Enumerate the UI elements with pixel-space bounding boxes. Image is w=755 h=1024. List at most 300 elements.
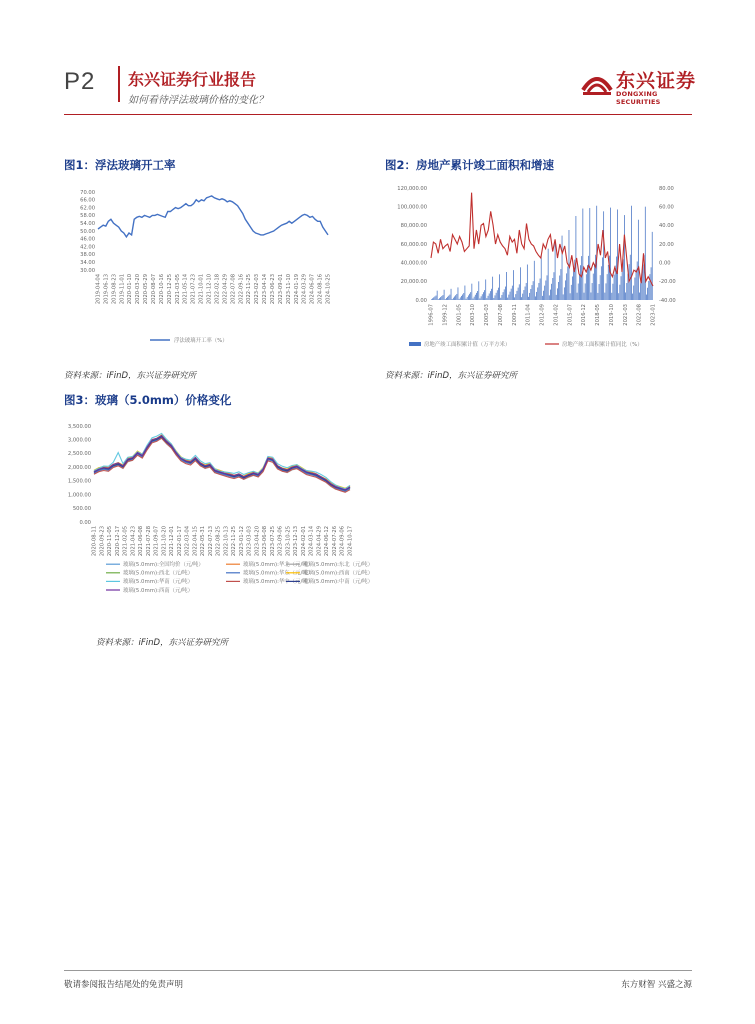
x-tick-label: 2005-03 [484,304,490,326]
y-tick-label: 3,000.00 [67,437,91,444]
bar [638,220,639,300]
logo-mark-icon [580,66,614,100]
bar [534,261,535,300]
x-tick-label: 2022-09-16 [238,274,245,305]
bar [647,288,648,300]
x-tick-label: 2022-02-18 [214,274,221,305]
bar [521,297,522,300]
x-tick-label: 2022-05-31 [200,526,207,557]
y-left-tick-label: 100,000.00 [397,204,427,211]
x-tick-label: 2024-07-26 [331,526,338,557]
bar [607,274,608,300]
x-tick-label: 2020-10-16 [158,274,165,305]
x-tick-label: 2023-06-23 [269,274,276,305]
bar [500,298,501,300]
bar [548,249,549,300]
price-series-line [94,436,350,488]
x-tick-label: 2022-03-04 [184,526,191,557]
x-tick-label: 2023-12-13 [293,526,300,557]
bar [490,291,491,300]
bar [444,290,445,300]
bar [577,293,578,300]
price-series-line [94,437,350,490]
bar [525,287,526,300]
x-tick-label: 2023-03-03 [246,526,253,557]
x-tick-label: 2023-04-14 [262,274,269,305]
bar [508,295,509,300]
bar [650,274,651,300]
bar [507,298,508,300]
x-tick-label: 2021-12-10 [206,274,213,305]
y-tick-label: 70.00 [80,189,95,196]
series-line [98,196,328,237]
x-tick-label: 2020-03-20 [135,274,142,305]
figure-3-source: 资料来源：iFinD，东兴证券研究所 [96,638,229,648]
x-tick-label: 2021-06-08 [138,526,145,557]
x-tick-label: 2023-02-03 [254,274,261,305]
bar [458,287,459,300]
bar [468,295,469,300]
bar [598,293,599,300]
bar [593,274,594,300]
bar [533,281,534,300]
x-tick-label: 2022-08-25 [215,526,222,557]
x-tick-label: 2020-11-05 [107,526,114,557]
figure-1-chart [64,178,354,353]
bar [496,293,497,300]
bar [498,288,499,300]
bar [448,296,449,300]
price-series-line [94,437,350,491]
bar [514,297,515,300]
bar [474,297,475,300]
page-number: P2 [64,68,96,95]
y-tick-label: 50.00 [80,228,95,235]
x-tick-label: 2021-03 [622,304,629,326]
x-tick-label: 2021-07-23 [190,274,197,305]
bar [447,297,448,300]
bar [493,298,494,300]
bar [497,290,498,300]
bar [499,274,500,300]
report-title: 东兴证券行业报告 [128,70,257,89]
x-tick-label: 2021-04-23 [130,526,137,557]
y-right-tick-label: -20.00 [659,279,676,286]
bar [604,293,605,300]
bar [542,296,543,300]
bar [443,295,444,300]
y-tick-label: 30.00 [80,267,95,274]
x-tick-label: 2021-10-20 [161,526,168,557]
footer-rule [64,970,692,971]
x-tick-label: 2003-10 [470,304,477,326]
legend-label: 玻璃(5.0mm):西南（元/吨） [123,587,194,594]
bar [519,284,520,300]
figure-2-title: 图2：房地产累计竣工面积和增速 [385,158,554,172]
bar [555,242,556,300]
bar [530,289,531,300]
bar [565,280,566,300]
x-tick-label: 2012-09 [539,304,546,326]
bar [564,287,565,300]
bar [481,296,482,300]
bar [441,296,442,300]
bar [552,278,553,300]
x-tick-label: 2024-10-17 [347,526,354,557]
bar [543,291,544,300]
bar [532,285,533,300]
x-tick-label: 2009-11 [511,304,518,326]
bar [495,295,496,300]
bar [503,292,504,300]
y-left-tick-label: 40,000.00 [400,260,427,267]
bar [623,259,624,300]
x-tick-label: 2021-07-28 [145,526,152,557]
bar [557,288,558,300]
legend-label: 玻璃(5.0mm):华北（元/吨） [243,562,314,568]
bar [582,209,583,300]
x-tick-label: 2023-10-25 [285,526,292,557]
bar [640,283,641,300]
bar [469,294,470,300]
figure-3-title: 图3：玻璃（5.0mm）价格变化 [64,393,232,407]
bar [510,292,511,300]
bar [480,298,481,300]
growth-line [431,193,653,286]
legend-label: 玻璃(5.0mm):全国均价（元/吨） [123,562,204,568]
x-tick-label: 2024-02-01 [300,526,307,557]
x-tick-label: 2020-05-29 [143,274,150,305]
bar [505,287,506,300]
bar [541,255,542,300]
bar [476,293,477,300]
bar [524,290,525,300]
y-right-tick-label: 60.00 [659,204,674,211]
bar [446,298,447,300]
x-tick-label: 2021-02-05 [122,526,129,557]
header-rule [64,114,692,115]
x-tick-label: 2020-08-11 [91,526,98,557]
price-series-line [94,436,350,490]
y-tick-label: 42.00 [80,244,95,251]
x-tick-label: 2024-03-14 [308,526,315,557]
bar [438,299,439,300]
bar [455,295,456,300]
legend-label: 玻璃(5.0mm):西北（元/吨） [123,570,194,577]
bar [488,296,489,300]
bar [561,269,562,300]
bar [512,286,513,300]
bar [520,267,521,300]
x-tick-label: 2022-08 [636,304,643,326]
bar [594,264,595,300]
bar [461,296,462,300]
legend-label-bars: 房地产竣工面积累计值（万平方米） [424,342,511,348]
x-tick-label: 2023-07-25 [269,526,276,557]
x-tick-label: 2014-02 [553,304,560,326]
price-series-line [94,438,350,491]
bar [613,284,614,300]
bar [592,283,593,300]
bar [436,296,437,300]
x-tick-label: 2022-04-29 [222,274,229,305]
bar [588,256,589,300]
y-left-tick-label: 80,000.00 [400,223,427,230]
y-tick-label: 3,500.00 [67,423,91,430]
figure-2-source: 资料来源：iFinD，东兴证券研究所 [385,371,518,381]
y-tick-label: 54.00 [80,221,95,227]
bar [624,215,625,300]
y-left-tick-label: 60,000.00 [400,241,427,248]
bar [610,208,611,300]
bar [445,299,446,300]
bar [506,272,507,300]
bar [563,294,564,300]
x-tick-label: 2024-01-19 [293,274,300,305]
legend-label: 玻璃(5.0mm):华南（元/吨） [123,579,194,586]
bar [515,294,516,300]
bar [631,206,632,300]
x-tick-label: 2023-09-06 [277,526,284,557]
bar [648,281,649,300]
bar [478,281,479,300]
bar [558,282,559,300]
x-tick-label: 2023-04-20 [254,526,261,557]
bar [440,297,441,300]
bar [450,295,451,300]
bar [504,289,505,300]
bar [630,255,631,300]
bar [518,288,519,300]
figure-1-title: 图1：浮法玻璃开工率 [64,158,176,172]
x-tick-label: 2021-10-01 [198,274,205,305]
y-tick-label: 46.00 [80,236,95,243]
bar [536,292,537,300]
bar [487,298,488,300]
bar [463,293,464,300]
bar [603,211,604,300]
bar [573,268,574,300]
legend-swatch-bars [409,342,421,346]
y-tick-label: 38.00 [80,252,95,259]
bar [535,296,536,300]
bar [567,266,568,300]
x-tick-label: 2022-01-17 [176,526,183,557]
bar [559,276,560,300]
bar [547,275,548,300]
y-left-tick-label: 20,000.00 [400,279,427,286]
y-tick-label: 2,000.00 [67,464,91,471]
bar [456,294,457,300]
bar [616,257,617,300]
bar [600,275,601,300]
x-tick-label: 2024-09-06 [339,526,346,557]
bar [599,284,600,300]
bar [492,277,493,300]
bar [611,293,612,300]
bar [431,299,432,300]
x-tick-label: 2021-05-14 [182,274,189,305]
bar [550,290,551,300]
y-tick-label: 2,500.00 [67,451,91,458]
bar [437,291,438,300]
x-tick-label: 2020-12-25 [166,274,173,305]
bar [434,296,435,300]
x-tick-label: 2021-03-05 [174,274,181,305]
bar [579,274,580,300]
y-right-tick-label: 0.00 [659,260,671,267]
legend-label: 玻璃(5.0mm):华东（元/吨） [243,570,314,577]
legend-label: 玻璃(5.0mm):中南（元/吨） [303,579,374,586]
bar [584,293,585,300]
figure-2-chart [385,178,695,356]
x-tick-label: 2001-05 [456,304,463,326]
x-tick-label: 2023-01 [650,304,657,326]
y-tick-label: 0.00 [79,519,91,526]
company-logo [580,66,700,106]
bar [462,295,463,301]
bar [539,283,540,300]
header-divider [118,66,120,102]
y-tick-label: 58.00 [80,213,95,220]
bar [491,289,492,300]
bar [581,256,582,300]
bar [602,257,603,300]
x-tick-label: 2007-08 [497,304,504,326]
bar [556,295,557,300]
bar [467,297,468,300]
bar [608,265,609,300]
bar [580,265,581,300]
bar [614,275,615,300]
footer-disclaimer: 敬请参阅报告结尾处的免责声明 [64,980,184,990]
bar [606,283,607,300]
bar [570,293,571,300]
bar [433,297,434,300]
bar [451,289,452,300]
bar [622,268,623,300]
legend-label: 玻璃(5.0mm):华中（元/吨） [243,579,314,586]
x-tick-label: 2018-05 [595,304,601,326]
x-tick-label: 2011-04 [525,304,532,326]
bar [459,299,460,300]
legend-label-line: 房地产竣工面积累计值同比（%） [562,342,643,348]
legend-label: 浮法玻璃开工率（%） [174,338,228,344]
x-tick-label: 2022-11-25 [246,274,253,305]
legend-label: 玻璃(5.0mm):西南（元/吨） [303,570,374,577]
bar [554,272,555,300]
bar [626,283,627,300]
bar [454,296,455,300]
x-tick-label: 2024-08-16 [317,274,324,305]
bar [621,276,622,300]
x-tick-label: 2019-10 [608,304,615,326]
bar [591,292,592,300]
footer-slogan: 东方财智 兴盛之源 [621,980,692,990]
x-tick-label: 2020-08-07 [151,274,158,305]
bar [637,261,638,300]
legend-label: 玻璃(5.0mm):东北（元/吨） [303,562,374,568]
x-tick-label: 2022-11-25 [231,526,238,557]
bar [585,283,586,300]
bar [439,298,440,300]
bar [484,290,485,300]
x-tick-label: 2016-12 [581,304,588,326]
price-series-line [94,435,350,488]
x-tick-label: 2023-09-01 [277,274,284,305]
bar [511,289,512,300]
price-series-line [94,433,350,488]
x-tick-label: 2019-06-13 [103,274,110,305]
bar [452,299,453,300]
bar [636,270,637,301]
bar [646,295,647,300]
bar [619,285,620,300]
x-tick-label: 1996-07 [428,304,435,326]
bar [549,295,550,300]
bar [453,298,454,300]
bar [522,294,523,300]
bar [473,299,474,300]
bar [528,297,529,300]
bar [572,276,573,300]
x-tick-label: 2015-07 [567,304,574,326]
bar [652,232,653,300]
logo-text-en: DONGXING SECURITIES [616,90,661,106]
price-series-line [94,437,350,491]
y-tick-label: 66.00 [80,197,95,204]
bar [482,294,483,300]
x-tick-label: 2023-01-12 [238,526,245,557]
bar [571,285,572,300]
bar [489,293,490,300]
bar [544,286,545,300]
bar [551,284,552,300]
bar [545,280,546,300]
bar [578,284,579,300]
bar [470,292,471,300]
x-tick-label: 2024-03-29 [301,274,308,305]
y-right-tick-label: 20.00 [659,241,674,248]
bar [483,292,484,300]
y-left-tick-label: 120,000.00 [397,185,427,192]
bar [466,299,467,300]
y-tick-label: 62.00 [80,205,95,212]
bar [513,270,514,300]
x-tick-label: 2019-08-23 [111,274,118,305]
bar [633,286,634,300]
x-tick-label: 2024-10-25 [325,274,332,305]
bar [566,273,567,300]
bar [586,274,587,300]
bar [601,266,602,300]
y-tick-label: 500.00 [72,506,91,513]
x-tick-label: 2023-06-08 [262,526,269,557]
bar [502,295,503,300]
bar [432,298,433,300]
bar [517,291,518,300]
x-tick-label: 2022-04-15 [192,526,199,557]
bar [540,279,541,301]
bar [645,207,646,300]
logo-text-cn: 东兴证券 [616,70,697,92]
y-right-tick-label: 80.00 [659,185,674,192]
bar [465,286,466,300]
y-tick-label: 1,500.00 [67,478,91,485]
figure-3-chart [64,416,374,598]
x-tick-label: 2024-06-12 [324,526,331,557]
x-tick-label: 2021-12-01 [169,526,176,557]
